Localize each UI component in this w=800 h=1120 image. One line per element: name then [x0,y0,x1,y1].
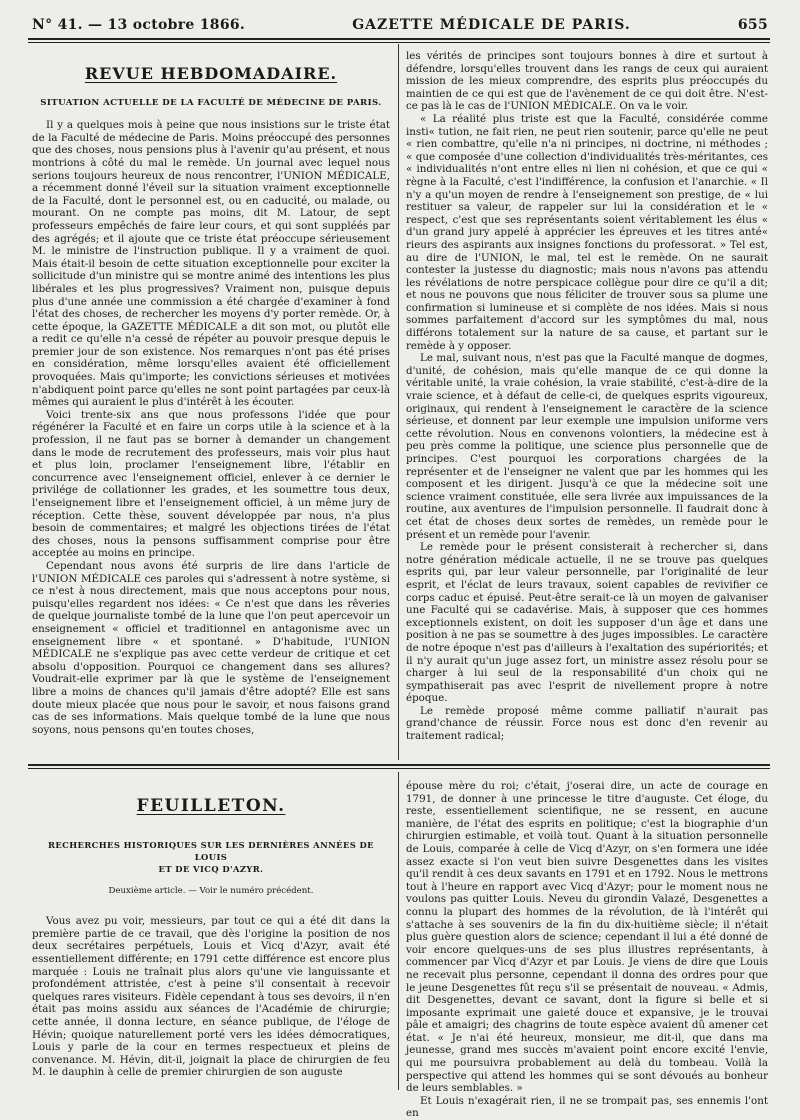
revue-right-column [406,50,768,762]
feuilleton-right-column [406,780,768,1120]
feuilleton-paragraph: épouse mère du roi; c'était, j'oserai dire, un acte de courage en 1791, de donner à une princesse le titre d'auguste. Cet éloge, du reste, essentiellement scientifique, ne se ressent, en aucune manière, de l'état des esprits en politique; c'est la biographie d'un chirurgien estimable, et voilà tout. Quant à la situation personnelle de Louis, comparée à celle de Vicq d'Azyr, on s'en formera une idée assez exacte si l'on veut bien suivre Desgenettes dans les visites qu'il rendit à ces deux savants en 1791 et en 1792. Nous le mettrons tout à l'heure en rapport avec Vicq d'Azyr; pour le moment nous ne voulons pas quitter Louis. Neveu du girondin Valazé, Desgenettes a connu la plupart des hommes de la révolution, de là l'intérêt qui s'attache à ses souvenirs de la fin du dix-huitième siècle; il n'était plus guère question alors de science; cependant il lui a été donné de voir encore quelques-uns de ses plus illustres représentants, à commencer par Vicq d'Azyr et par Louis. Je viens de dire que Louis ne recevait plus personne, cependant il donna des ordres pour que le jeune Desgenettes fût reçu s'il se présentait de nouveau. « Admis, dit Desgenettes, devant ce savant, dont la figure si belle et si imposante exprimait une gaieté douce et expansive, je le trouvai pâle et amaigri; des chagrins de toute espèce avaient dû amener cet état. « Je n'ai été heureux, monsieur, me dit-il, que dans ma jeunesse, grand mes succès m'avaient point encore excité l'envie, qui me poursuivra probablement au delà du tombeau. Voilà la perspective qui attend les hommes qui se sont dévoués au bonheur de leurs semblables. » [406,780,768,1095]
revue-paragraph: Il y a quelques mois à peine que nous insistions sur le triste état de la Faculté de médecine de Paris. Moins préoccupé des personnes que des choses, nous pensions plus à l'avenir qu'au présent, et nous montrions à côté du mal le remède. Un journal avec lequel nous serions toujours heureux de nous rencontrer, l'UNION MÉDICALE, a récemment donné l'éveil sur la situation vraiment exceptionnelle de la Faculté, dont le personnel est, ou en caducité, ou malade, ou mourant. On ne compte pas moins, dit M. Latour, de sept professeurs empêchés de faire leur cours, et qui sont suppléés par des agrégés; et il ajoute que ce triste état préoccupe sérieusement M. le ministre de l'instruction publique. Il y a vraiment de quoi. Mais était-il besoin de cette situation exceptionnelle pour exciter la sollicitude d'un ministre qui se montre animé des intentions les plus libérales et les plus progressives? Vraiment non, puisque depuis plus d'une année une commission a été chargée d'examiner à fond l'état des choses, de rechercher les moyens d'y porter remède. Or, à cette époque, la GAZETTE MÉDICALE a dit son mot, ou plutôt elle a redit ce qu'elle n'a cessé de répéter au pouvoir presque depuis le premier jour de son existence. Nos remarques n'ont pas été prises en considération, même lorsqu'elles avaient été officiellement provoquées. Mais qu'importe; les convictions sérieuses et motivées n'abdiquent point parce qu'elles ne sont point partagées par ceux-là mêmes qui auraient le plus d'intérêt à les écouter. [32,119,390,409]
revue-subtitle: SITUATION ACTUELLE DE LA FACULTÉ DE MÉDECINE DE PARIS. [40,97,382,108]
feuilleton-paragraph: Et Louis n'exagérait rien, il ne se trompait pas, ses ennemis l'ont en [406,1094,768,1120]
section-rule-thin [28,768,770,769]
feuilleton-subtitle-line: RECHERCHES HISTORIQUES SUR LES DERNIÈRES ANNÉES DE LOUIS [48,839,374,862]
revue-title: REVUE HEBDOMADAIRE. [84,64,338,83]
feuilleton-title: FEUILLETON. [136,796,286,816]
column-divider-bottom [398,772,399,1090]
header-rule-thin [28,42,770,43]
revue-paragraph: « La réalité plus triste est que la Faculté, considérée comme insti« tution, ne fait rien, ne peut rien soutenir, parce qu'elle ne peut « rien combattre, qu'elle n'a ni principes, ni doctrine, ni méthodes ; « que composée d'une collection d'individualités très-méritantes, ces « individualités n'ont entre elles ni lien ni cohésion, et que ce qui « règne à la Faculté, c'est l'indifférence, la confusion et l'anarchie. « Il n'y a qu'un moyen de rendre à l'enseignement son prestige, de « lui restituer sa valeur, de rappeler sur lui la considération et le « respect, c'est que ses représentants soient véritablement les élus « d'un grand jury appelé à apprécier les épreuves et les titres anté« rieurs des aspirants aux insignes fonctions du professorat. » Tel est, au dire de l'UNION, le mal, tel est le remède. On ne saurait contester la justesse du diagnostic; mais nous n'avons pas attendu les révélations de notre perspicace collègue pour dire ce qu'il a dit; et nous ne pouvons que nous féliciter de trouver sous sa plume une confirmation si lumineuse et si complète de nos idées. Mais si nous sommes parfaitement d'accord sur les symptômes du mal, nous différons totalement sur la nature de sa cause, et partant sur le remède à y opposer. [406,112,768,352]
revue-paragraph: Le mal, suivant nous, n'est pas que la Faculté manque de dogmes, d'unité, de cohésion, mais qu'elle manque de ce qui donne la véritable unité, la vraie cohésion, la vraie stabilité, c'est-à-dire de la vraie science, et à défaut de celle-ci, de quelques esprits vigoureux, originaux, qui rendent à l'enseignement le caractère de la science sérieuse, et donnent par leur exemple une impulsion uniforme vers cette révolution. Nous en convenons volontiers, la médecine est à peu près comme la politique, une science plus personnelle que de principes. C'est pourquoi les corporations chargées de la représenter et de l'enseigner ne valent que par les hommes qui les composent et les dirigent. Jusqu'à ce que la médecine soit une science vraiment constituée, elle sera livrée aux impuissances de la routine, aux aventures de l'impulsion personnelle. Il faudrait donc à cet état de choses deux sortes de remèdes, un remède pour le présent et un remède pour l'avenir. [406,352,768,541]
revue-paragraph: Le remède pour le présent consisterait à rechercher si, dans notre génération médicale actuelle, il ne se trouve pas quelques esprits qui, par leur valeur personnelle, par l'originalité de leur esprit, et l'éclat de leurs travaux, soient capables de revivifier ce corps caduc et épuisé. Peut-être serait-ce là un moyen de galvaniser une Faculté qui se cadavérise. Mais, à supposer que ces hommes exceptionnels existent, on doit les supposer d'un âge et dans une position à ne pas se soumettre à des juges impossibles. Le caractère de notre époque n'est pas d'ailleurs à l'exaltation des supériorités; et il n'y aurait qu'un juge assez fort, un ministre assez résolu pour se charger à lui seul de la responsabilité d'un choix qui ne sympathiserait pas avec l'esprit de nivellement propre à notre époque. [406,541,768,705]
journal-title: GAZETTE MÉDICALE DE PARIS. [352,17,631,33]
section-rule [28,764,770,766]
feuilleton-subtitle-line: ET DE VICQ D'AZYR. [158,863,264,874]
feuilleton-note: Deuxième article. — Voir le numéro précédent. [108,885,314,896]
header-rule [28,38,770,40]
feuilleton-subtitle [32,839,390,875]
feuilleton-paragraph: Vous avez pu voir, messieurs, par tout ce qui a été dit dans la première partie de ce travail, que dès l'origine la position de nos deux secrétaires perpétuels, Louis et Vicq d'Azyr, avait été essentiellement différente; en 1791 cette différence est encore plus marquée : Louis ne traînait plus alors qu'une vie languissante et profondément attristée, c'est à peine s'il consentait à recevoir quelques rares visiteurs. Fidèle cependant à tous ses devoirs, il n'en était pas moins assidu aux séances de l'Académie de chirurgie; cette année, il donna lecture, en séance publique, de l'éloge de Hévin; quoique naturellement porté vers les idées démocratiques, Louis y parle de la cour en termes respectueux et pleins de convenance. M. Hévin, dit-il, joignait la place de chirurgien de feu M. le dauphin à celle de premier chirurgien de son auguste [32,915,390,1079]
feuilleton-left-column [32,780,390,1092]
revue-paragraph: Le remède proposé même comme palliatif n'aurait pas grand'chance de réussir. Force nous est donc d'en revenir au traitement radical; [406,704,768,743]
revue-paragraph: les vérités de principes sont toujours bonnes à dire et surtout à défendre, lorsqu'elles trouvent dans les rangs de ceux qui auraient mission de les mieux comprendre, des esprits plus préoccupés du maintien de ce qui est que de l'avènement de ce qui doit être. N'est-ce pas là le cas de l'UNION MÉDICALE. On va le voir. [406,50,768,113]
page-header [32,14,768,36]
revue-paragraph: Cependant nous avons été surpris de lire dans l'article de l'UNION MÉDICALE ces paroles qui s'adressent à notre système, si ce n'est à nous directement, mais que nous acceptons pour nous, puisqu'elles regardent nos idées: « Ce n'est que dans les rêveries de quelque journaliste tombé de la lune que l'on peut apercevoir un enseignement « officiel et traditionnel en antagonisme avec un enseignement libre « et spontané. » D'habitude, l'UNION MÉDICALE ne s'explique pas avec cette verdeur de critique et cet absolu d'opposition. Pourquoi ce changement dans ses allures? Voudrait-elle exprimer par là que le système de l'enseignement libre a moins de chances qu'il jamais d'être adopté? Elle est sans doute mieux placée que nous pour le savoir, et nous faisons grand cas de ses informations. Mais quelque tombé de la lune que nous soyons, nous pensons qu'en toutes choses, [32,559,390,736]
issue-date: N° 41. — 13 octobre 1866. [32,17,246,33]
page-number: 655 [737,17,768,33]
revue-left-column [32,50,390,762]
column-divider-top [398,44,399,760]
revue-paragraph: Voici trente-six ans que nous professons l'idée que pour régénérer la Faculté et en faire un corps utile à la science et à la profession, il ne faut pas se borner à demander un changement dans le mode de recrutement des professeurs, mais voir plus haut et plus loin, proclamer l'enseignement libre, l'établir en concurrence avec l'enseignement officiel, enlever à ce dernier le privilége de collationner les grades, et les soumettre tous deux, l'enseignement libre et l'enseignement officiel, à un même jury de réception. Cette thèse, souvent développée par nous, n'a plus besoin de commentaires; et malgré les objections tirées de l'état des choses, nous la pensons suffisamment comprise pour être acceptée au moins en principe. [32,408,390,560]
